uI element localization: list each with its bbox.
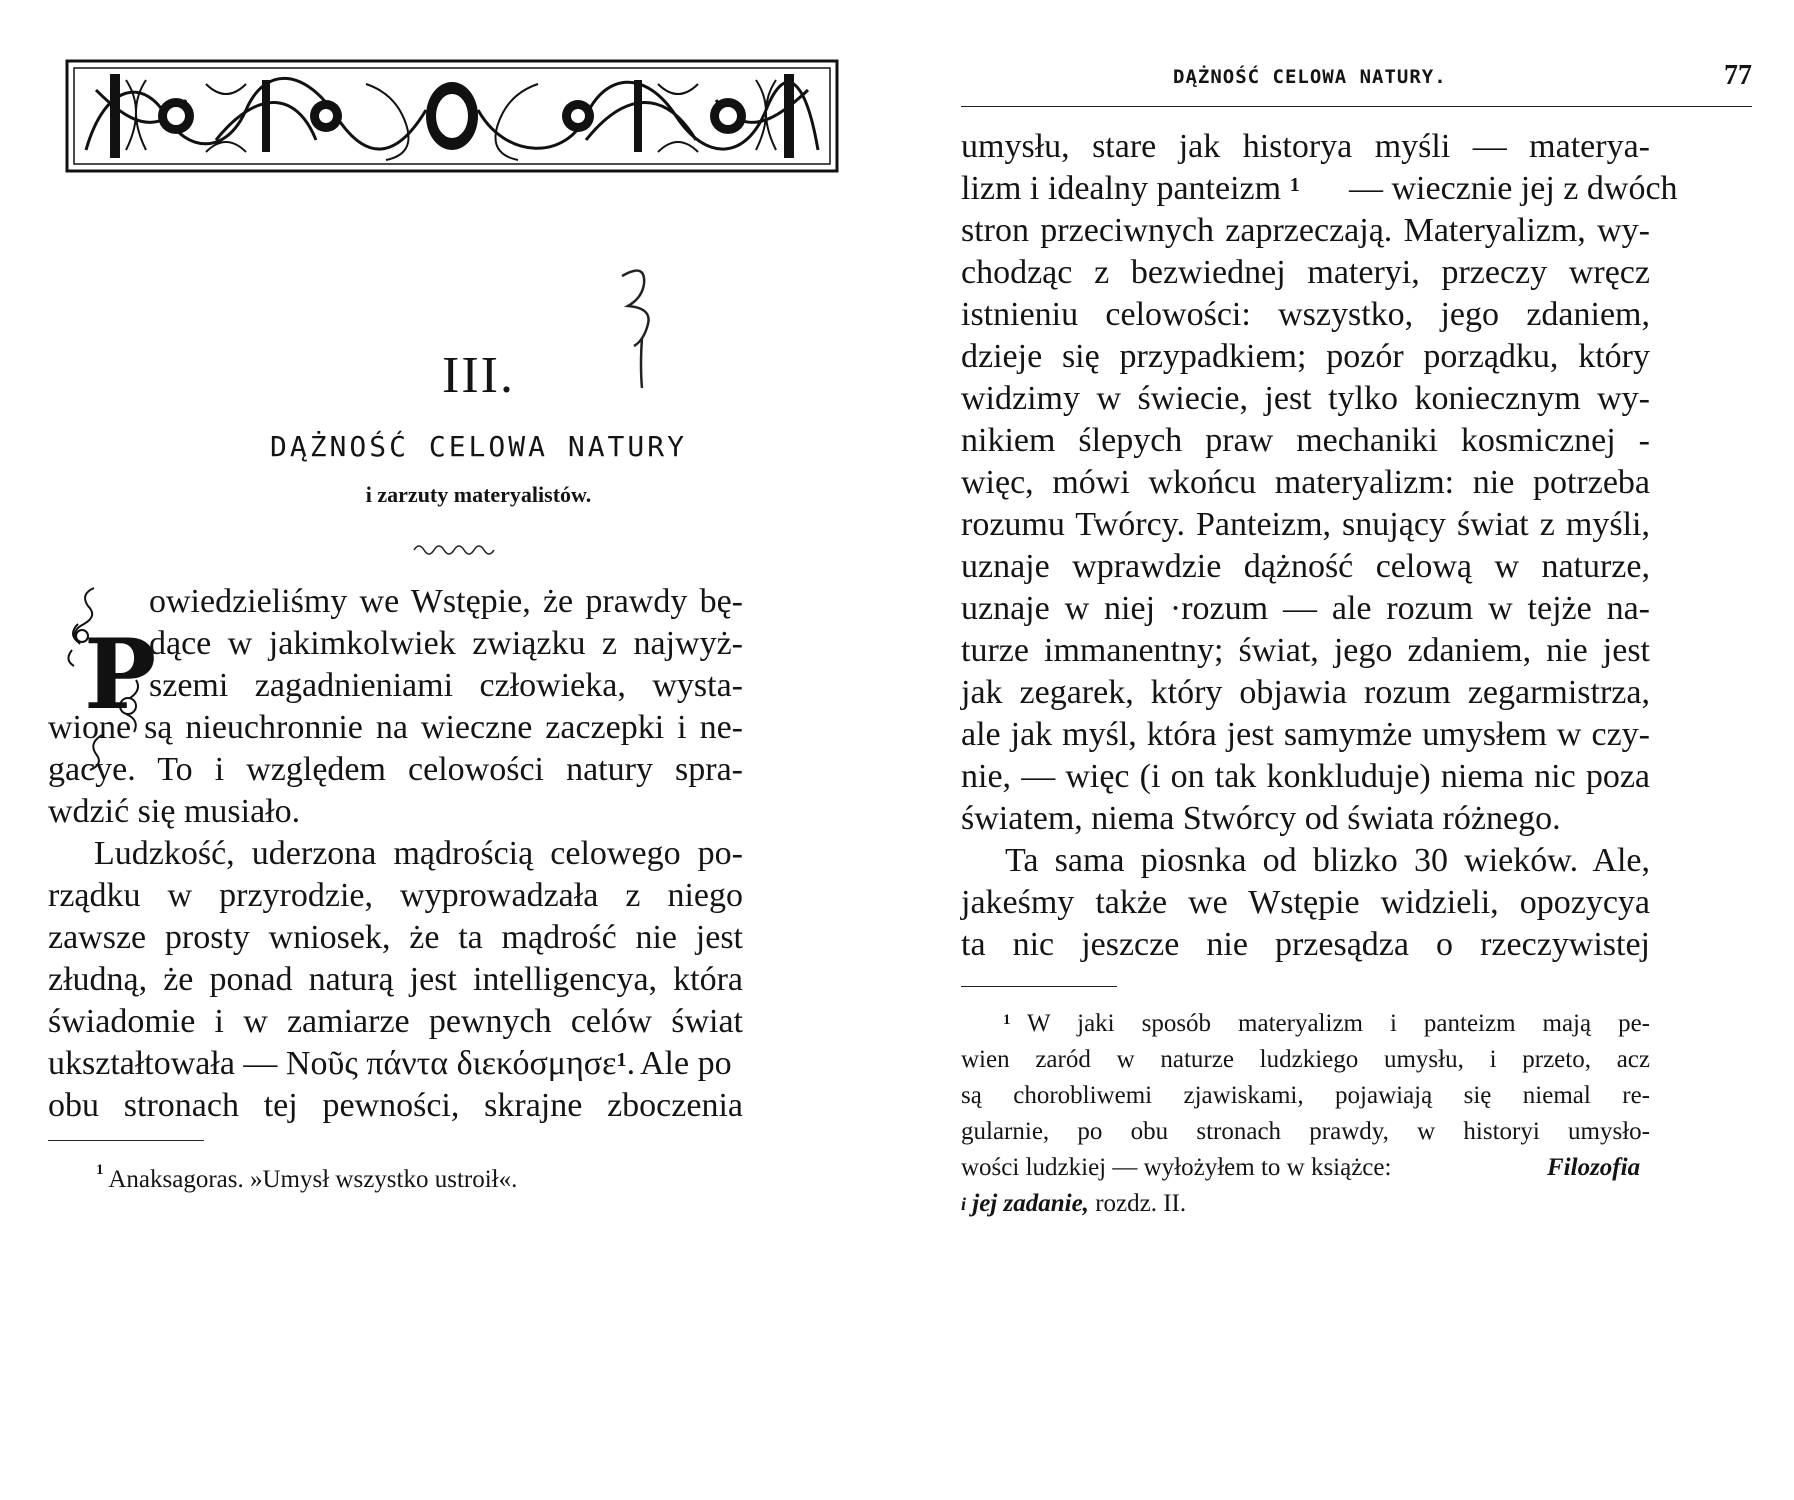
text-line: widzimy w świecie, jest tylko koniecznym wy- bbox=[961, 380, 1650, 417]
text-line: Ale po bbox=[640, 1045, 732, 1082]
text-line: wione są nieuchronnie na wieczne zaczepki i ne- bbox=[48, 709, 743, 746]
text-line: światem, niema Stwórcy od świata różnego. bbox=[961, 800, 1561, 837]
text-line-greek: ukształtowała — Νοῦς πάντα διεκόσμησε$^1$. bbox=[48, 1045, 636, 1082]
text-line: dące w jakimkolwiek związku z najwyż- bbox=[149, 625, 743, 662]
footnote-rule bbox=[48, 1140, 204, 1141]
text-line: rządku w przyrodzie, wyprowadzała z niego bbox=[48, 877, 743, 914]
footnote-marker: 1 bbox=[1003, 1012, 1011, 1028]
chapter-subtitle: i zarzuty materyalistów. bbox=[365, 482, 592, 507]
right-footnote bbox=[897, 0, 1794, 1500]
text-line: złudną, że ponad naturą jest intelligencya, która bbox=[48, 961, 743, 998]
text-line: wdzić się musiało. bbox=[48, 793, 301, 830]
text-line: nikiem ślepych praw mechaniki kosmicznej - bbox=[961, 422, 1650, 459]
drop-cap-letter: P bbox=[84, 618, 157, 731]
text-line: szemi zagadnieniami człowieka, wysta- bbox=[149, 667, 743, 704]
footnote-line: W jaki sposób materyalizm i panteizm mają pe- bbox=[1027, 1010, 1650, 1037]
footnote-line: wości ludzkiej — wyłożyłem to w książce: bbox=[961, 1154, 1392, 1181]
footnote-text: Anaksagoras. »Umysł wszystko ustroił«. bbox=[108, 1166, 518, 1193]
text-line: istnieniu celowości: wszystko, jego zdaniem, bbox=[961, 296, 1650, 333]
right-page bbox=[897, 0, 1794, 1500]
footnote bbox=[96, 1162, 518, 1194]
chapter-title: DĄŻNOŚĆ CELOWA NATURY bbox=[269, 430, 687, 463]
text-line: rozumu Twórcy. Panteizm, snujący świat z myśli, bbox=[961, 506, 1650, 543]
text-line: owiedzieliśmy we Wstępie, że prawdy bę- bbox=[149, 583, 743, 620]
text-line: jak zegarek, który objawia rozum zegarmistrza, bbox=[961, 674, 1650, 711]
text-line: Ludzkość, uderzona mądrością celowego po- bbox=[94, 835, 743, 872]
footnote-italic: i bbox=[961, 1194, 967, 1214]
text-line: zawsze prosty wniosek, że ta mądrość nie jest bbox=[48, 919, 743, 956]
text-line: ta nic jeszcze nie przesądza o rzeczywistej bbox=[961, 926, 1650, 963]
text-line: gacye. To i względem celowości natury spra- bbox=[48, 751, 743, 788]
text-line: jakeśmy także we Wstępie widzieli, opozycya bbox=[961, 884, 1650, 921]
text-line: więc, mówi wkońcu materyalizm: nie potrzeba bbox=[961, 464, 1650, 501]
running-head: DĄŻNOŚĆ CELOWA NATURY. bbox=[1173, 66, 1447, 88]
text-line: uznaje w niej ·rozum — ale rozum w tejże na- bbox=[961, 590, 1650, 627]
text-line: — wiecznie jej z dwóch bbox=[1349, 170, 1678, 207]
footnote-ref: 1 bbox=[1289, 174, 1300, 196]
footnote-italic: jej zadanie, bbox=[972, 1190, 1089, 1217]
text-line: Ta sama piosnka od blizko 30 wieków. Ale, bbox=[1005, 842, 1650, 879]
footnote-marker: 1 bbox=[96, 1162, 104, 1178]
text-line: chodząc z bezwiednej materyi, przeczy wręcz bbox=[961, 254, 1650, 291]
text-line: ukształtowała — Νοῦς πάντα διεκόσμησε bbox=[48, 1045, 617, 1082]
text-line: obu stronach tej pewności, skrajne zboczenia bbox=[48, 1087, 743, 1124]
footnote-ref: 1 bbox=[616, 1049, 627, 1071]
text-line: świadomie i w zamiarze pewnych celów świat bbox=[48, 1003, 743, 1040]
text-line: umysłu, stare jak historya myśli — materya- bbox=[961, 128, 1650, 165]
chapter-number: III. bbox=[442, 347, 515, 404]
text-line: lizm i idealny panteizm bbox=[961, 170, 1282, 207]
footnote-line: wien zaród w naturze ludzkiego umysłu, i przeto, acz bbox=[961, 1046, 1650, 1073]
text-line: uznaje wprawdzie dążność celową w naturze, bbox=[961, 548, 1650, 585]
text-line: dzieje się przypadkiem; pozór porządku, który bbox=[961, 338, 1650, 375]
text-line: stron przeciwnych zaprzeczają. Materyalizm, wy- bbox=[961, 212, 1650, 249]
text-line: nie, — więc (i on tak konkluduje) niema nic poza bbox=[961, 758, 1650, 795]
footnote-line: gularnie, po obu stronach prawdy, w historyi umysło- bbox=[961, 1118, 1650, 1145]
footnote-line: rozdz. II. bbox=[1095, 1190, 1187, 1217]
footnote-italic: Filozofia bbox=[1547, 1154, 1641, 1181]
text-line: ale jak myśl, która jest samymże umysłem w czy- bbox=[961, 716, 1650, 753]
footnote-line: są chorobliwemi zjawiskami, pojawiają się niemal re- bbox=[961, 1082, 1650, 1109]
page-number: 77 bbox=[1724, 60, 1752, 91]
text-line: turze immanentny; świat, jego zdaniem, nie jest bbox=[961, 632, 1650, 669]
